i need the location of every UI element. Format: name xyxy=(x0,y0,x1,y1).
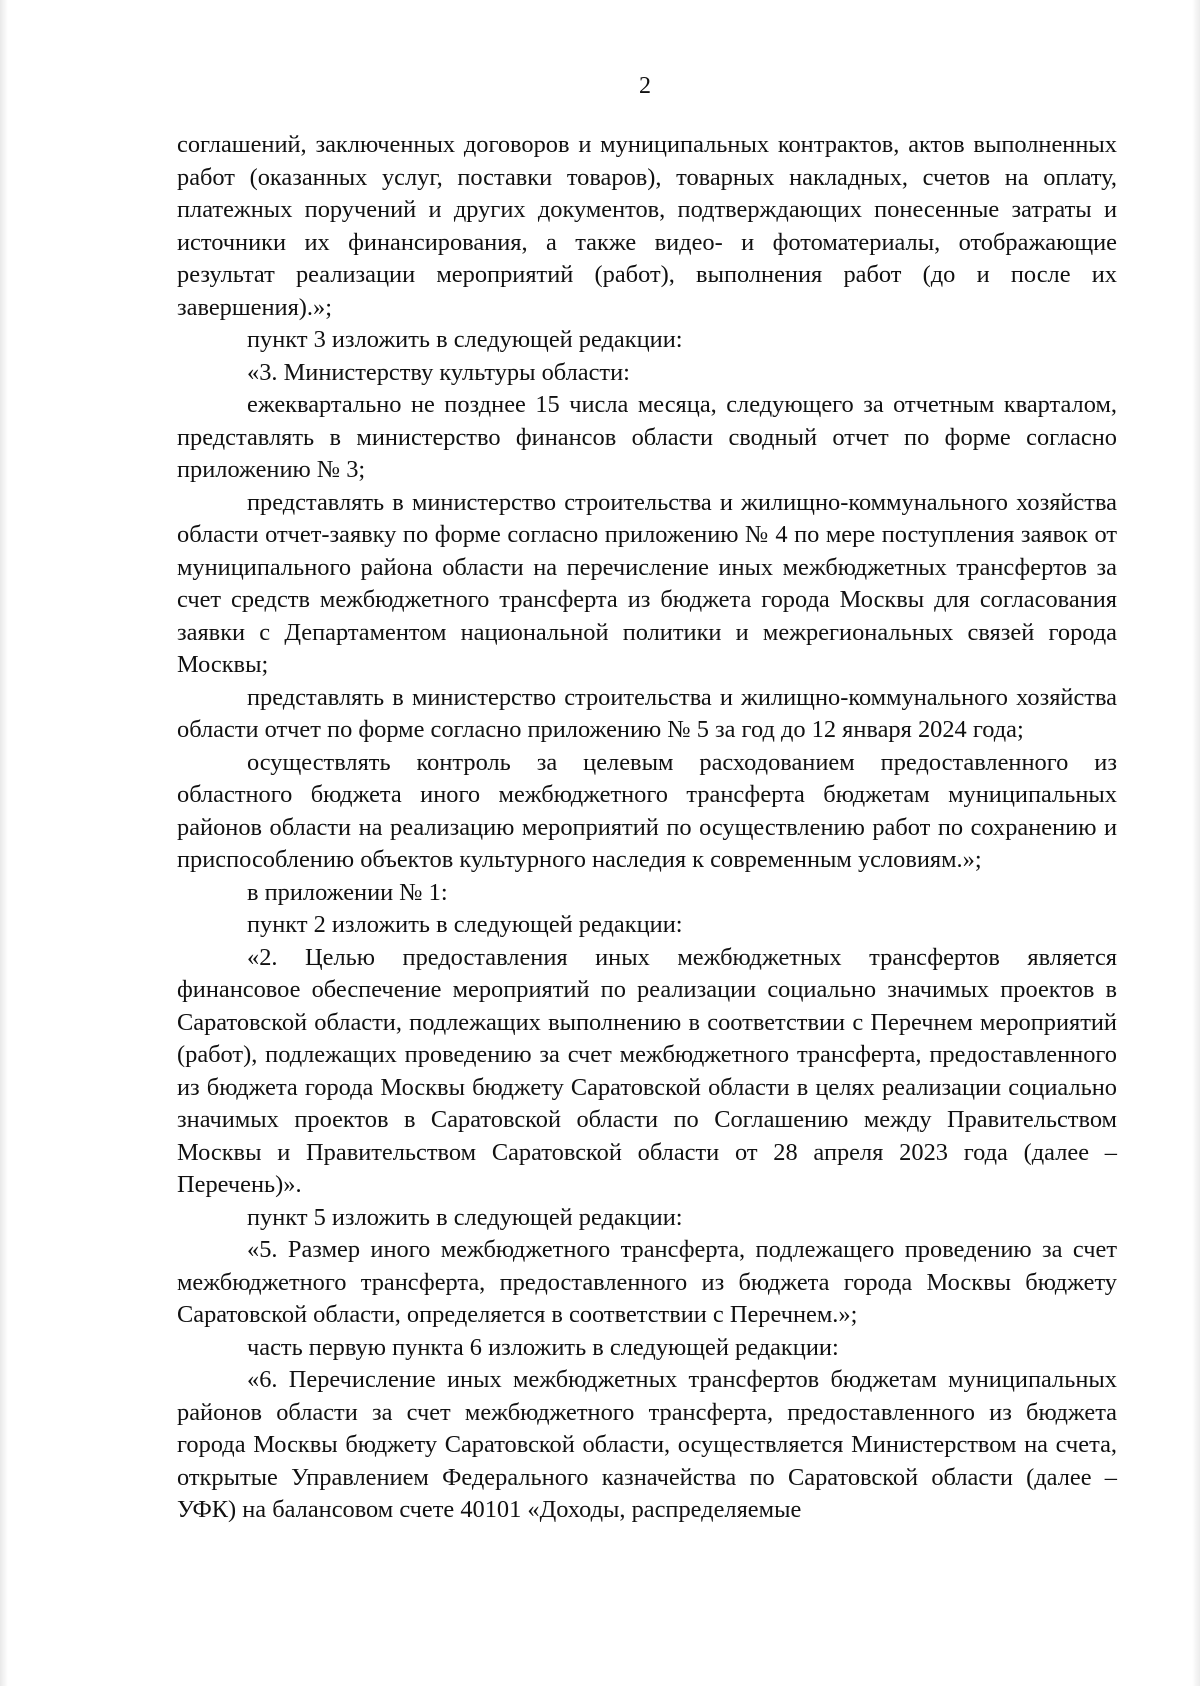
paragraph-item-3-instruction: пункт 3 изложить в следующей редакции: xyxy=(247,326,683,353)
paragraph-annual-report: представлять в министерство строительства и жилищно-коммунального хозяйства области отчет по форме согласно приложению № 5 за год до 12 января 2024 года; xyxy=(177,683,1117,743)
scan-edge-left xyxy=(0,0,8,1686)
paragraph-report-request: представлять в министерство строительства и жилищно-коммунального хозяйства области отчет-заявку по форме согласно приложению № 4 по мере поступления заявок от муниципального района области на перечисление иных межбюджетных трансфертов за счет средств межбюджетного трансферта из бюджета города Москвы для согласования заявки с Департаментом национальной политики и межрегиональных связей города Москвы; xyxy=(177,488,1117,678)
paragraph-item-5-instruction: пункт 5 изложить в следующей редакции: xyxy=(247,1203,683,1231)
scan-edge-right xyxy=(1192,0,1200,1686)
paragraph-continuation: соглашений, заключенных договоров и муниципальных контрактов, актов выполненных работ (оказанных услуг, поставки товаров), товарных накладных, счетов на оплату, платежных поручений и других документов, подтверждающих понесенные затраты и источники их финансирования, а также видео- и фотоматериалы, отображающие результат реализации мероприятий (работ), выполнения работ (до и после их завершения).»; xyxy=(177,131,1117,321)
paragraph-quarterly-report: ежеквартально не позднее 15 числа месяца, следующего за отчетным кварталом, представлять в министерство финансов области сводный отчет по форме согласно приложению № 3; xyxy=(177,391,1117,483)
paragraph-item-2-instruction: пункт 2 изложить в следующей редакции: xyxy=(247,911,683,938)
paragraph-appendix-1: в приложении № 1: xyxy=(247,878,448,906)
paragraph-item-6-instruction: часть первую пункта 6 изложить в следующей редакции: xyxy=(247,1333,839,1361)
document-body xyxy=(177,129,1117,1527)
paragraph-item-3-heading: «3. Министерству культуры области: xyxy=(247,358,630,386)
page-number: 2 xyxy=(639,73,651,99)
paragraph-item-2-text: «2. Целью предоставления иных межбюджетных трансфертов является финансовое обеспечение мероприятий по реализации социально значимых проектов в Саратовской области, подлежащих выполнению в соответствии с Перечнем мероприятий (работ), подлежащих проведению за счет межбюджетного трансферта, предоставленного из бюджета города Москвы бюджету Саратовской области в целях реализации социально значимых проектов в Саратовской области по Соглашению между Правительством Москвы и Правительством Саратовской области от 28 апреля 2023 года (далее – Перечень)». xyxy=(177,943,1117,1198)
paragraph-control: осуществлять контроль за целевым расходованием предоставленного из областного бюджета иного межбюджетного трансферта бюджетам муниципальных районов области на реализацию мероприятий по осуществлению работ по сохранению и приспособлению объектов культурного наследия к современным условиям.»; xyxy=(177,748,1117,873)
paragraph-item-5-text: «5. Размер иного межбюджетного трансферта, подлежащего проведению за счет межбюджетного трансферта, предоставленного из бюджета города Москвы бюджету Саратовской области, определяется в соответствии с Перечнем.»; xyxy=(177,1236,1117,1328)
paragraph-item-6-text: «6. Перечисление иных межбюджетных трансфертов бюджетам муниципальных районов области за счет межбюджетного трансферта, предоставленного из бюджета города Москвы бюджету Саратовской области, осуществляется Министерством на счета, открытые Управлением Федерального казначейства по Саратовской области (далее – УФК) на балансовом счете 40101 «Доходы, распределяемые xyxy=(177,1366,1117,1523)
